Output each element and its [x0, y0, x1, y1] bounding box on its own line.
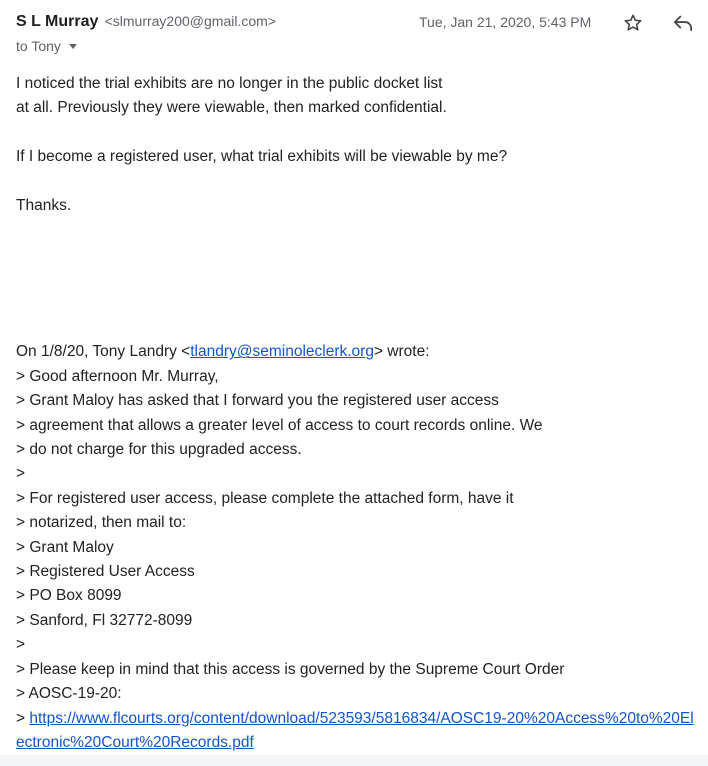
sender-line	[16, 13, 276, 31]
quoted-sender-email-link[interactable]: tlandry@seminoleclerk.org	[190, 343, 374, 361]
sender-name[interactable]: S L Murray	[16, 13, 99, 30]
quote-line: > Registered User Access	[16, 563, 195, 581]
message-header	[16, 10, 696, 60]
bottom-edge	[0, 755, 708, 766]
chevron-down-icon[interactable]	[69, 44, 77, 49]
reply-button[interactable]	[670, 10, 696, 36]
quote-line: > Please keep in mind that this access is governed by the Supreme Court Order	[16, 660, 565, 678]
message-date: Tue, Jan 21, 2020, 5:43 PM	[419, 14, 592, 30]
quote-url-prefix: >	[16, 709, 30, 727]
quote-line: > agreement that allows a greater level of access to court records online. We	[16, 416, 543, 434]
body-line: If I become a registered user, what trial exhibits will be viewable by me?	[16, 148, 508, 166]
quote-line: > Grant Maloy has asked that I forward you the registered user access	[16, 392, 499, 410]
quote-line: > Sanford, Fl 32772-8099	[16, 611, 193, 629]
aosc-order-link[interactable]: https://www.flcourts.org/content/download/523593/5816834/AOSC19-20%20Access%20to%20Electronic%20Court%20Records.pdf	[16, 709, 694, 751]
quote-line: > Grant Maloy	[16, 538, 114, 556]
quote-line: > do not charge for this upgraded access.	[16, 441, 302, 459]
quote-url-line	[16, 707, 700, 756]
quote-intro-suffix: > wrote:	[373, 343, 430, 361]
star-button[interactable]	[620, 10, 646, 36]
quote-line: > notarized, then mail to:	[16, 514, 187, 532]
quoted-reply	[16, 340, 700, 755]
quote-line: > For registered user access, please complete the attached form, have it	[16, 489, 514, 507]
sender-email: <slmurray200@gmail.com>	[104, 13, 276, 29]
body-line: Thanks.	[16, 197, 72, 214]
body-line: at all. Previously they were viewable, then marked confidential.	[16, 99, 447, 117]
message-body	[16, 72, 700, 755]
quote-line: >	[16, 465, 26, 483]
quote-line: > PO Box 8099	[16, 587, 122, 605]
quote-intro-prefix: On 1/8/20, Tony Landry <	[16, 343, 191, 361]
recipient-details-toggle[interactable]	[16, 38, 77, 54]
reply-icon	[672, 13, 694, 33]
quote-intro	[16, 340, 700, 364]
body-line: I noticed the trial exhibits are no longer in the public docket list	[16, 75, 443, 92]
quote-line: >	[16, 636, 26, 654]
recipient-label: to Tony	[16, 38, 61, 54]
quote-line: > AOSC-19-20:	[16, 685, 122, 703]
quote-line: > Good afternoon Mr. Murray,	[16, 367, 219, 385]
star-icon	[623, 13, 643, 33]
